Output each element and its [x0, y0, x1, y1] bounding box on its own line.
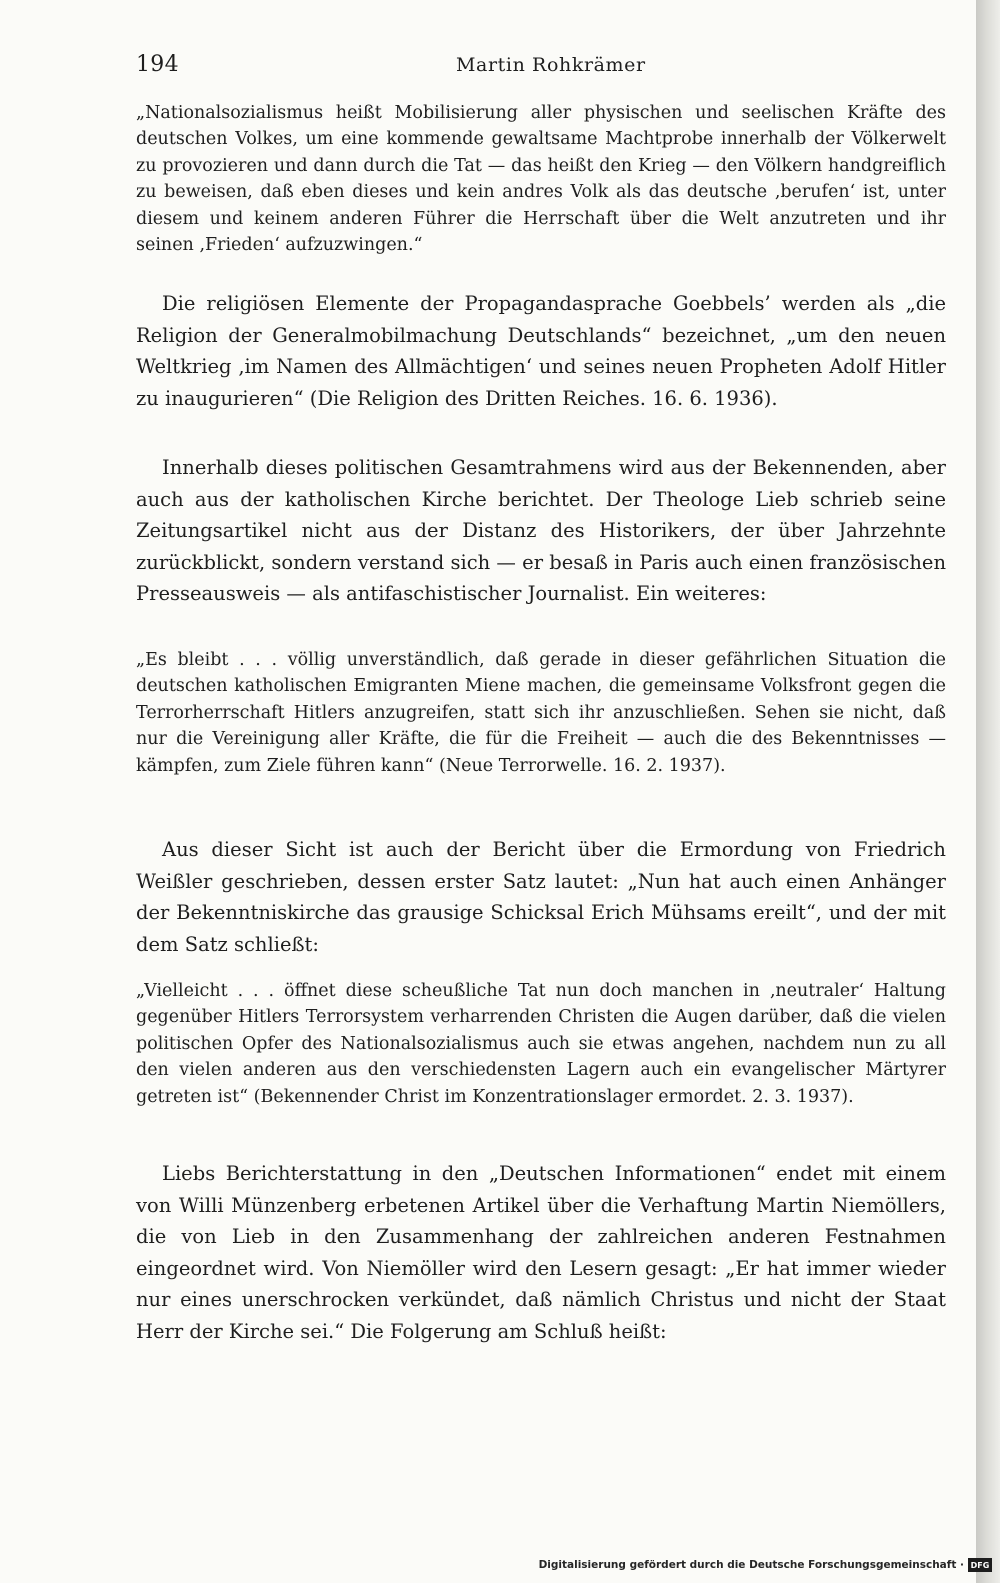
paragraph-2: Innerhalb dieses politischen Gesamtrahmens wird aus der Bekennenden, aber auch aus der katholischen Kirche berichtet. Der Theologe Lieb schrieb seine Zeitungsartikel nicht aus der Distanz des Historikers, der über Jahrzehnte zurückblickt, sondern verstand sich — er besaß in Paris auch einen französischen Presseausweis — als antifaschistischer Journalist. Ein weiteres: [136, 456, 946, 606]
paragraph-4: Liebs Berichterstattung in den „Deutschen Informationen“ endet mit einem von Willi Münzenberg erbetenen Artikel über die Verhaftung Martin Niemöllers, die von Lieb in den Zusammenhang der zahlreichen anderen Festnahmen eingeordnet wird. Von Niemöller wird den Lesern gesagt: „Er hat immer wieder nur eines unerschrocken verkündet, daß nämlich Christus und nicht der Staat Herr der Kirche sei.“ Die Folgerung am Schluß heißt: [136, 1162, 946, 1343]
page-edge-shadow [976, 0, 1000, 1583]
block-quote-1: „Nationalsozialismus heißt Mobilisierung aller physischen und seelischen Kräfte des deutschen Volkes, um eine kommende gewaltsame Machtprobe innerhalb der Völkerwelt zu provozieren und dann durch die Tat — das heißt den Krieg — den Völkern handgreiflich zu beweisen, daß eben dieses und kein andres Volk als das deutsche ‚berufen‘ ist, unter diesem und keinem anderen Führer die Herrschaft über die Welt anzutreten und ihr seinen ‚Frieden‘ aufzuzwingen.“ [136, 103, 946, 256]
dfg-logo-icon: DFG [968, 1558, 992, 1572]
digitization-footer [539, 1555, 992, 1575]
digitization-note: Digitalisierung gefördert durch die Deutsche Forschungsgemeinschaft · [538, 1559, 964, 1571]
running-head-author: Martin Rohkrämer [456, 54, 646, 76]
paragraph-1: Die religiösen Elemente der Propagandasprache Goebbels’ werden als „die Religion der Generalmobilmachung Deutschlands“ bezeichnet, „um den neuen Weltkrieg ‚im Namen des Allmächtigen‘ und seines neuen Propheten Adolf Hitler zu inaugurieren“ (Die Religion des Dritten Reiches. 16. 6. 1936). [136, 292, 946, 410]
page-header [136, 52, 944, 86]
page-number: 194 [136, 52, 179, 77]
block-quote-3: „Vielleicht . . . öffnet diese scheußliche Tat nun doch manchen in ‚neutraler‘ Haltung gegenüber Hitlers Terrorsystem verharrenden Christen die Augen darüber, daß die vielen politischen Opfer des Nationalsozialismus auch sie etwas angehen, nachdem nun zu all den vielen anderen aus den verschiedensten Lagern auch ein evangelischer Märtyrer getreten ist“ (Bekennender Christ im Konzentrationslager ermordet. 2. 3. 1937). [136, 981, 946, 1107]
paragraph-3: Aus dieser Sicht ist auch der Bericht über die Ermordung von Friedrich Weißler geschrieben, dessen erster Satz lautet: „Nun hat auch einen Anhänger der Bekenntniskirche das grausige Schicksal Erich Mühsams ereilt“, und der mit dem Satz schließt: [136, 838, 946, 956]
block-quote-2: „Es bleibt . . . völlig unverständlich, daß gerade in dieser gefährlichen Situation die deutschen katholischen Emigranten Miene machen, die gemeinsame Volksfront gegen die Terrorherrschaft Hitlers anzugreifen, statt sich ihr anzuschließen. Sehen sie nicht, daß nur die Vereinigung aller Kräfte, die für die Freiheit — auch die des Bekenntnisses — kämpfen, zum Ziele führen kann“ (Neue Terrorwelle. 16. 2. 1937). [136, 650, 946, 776]
